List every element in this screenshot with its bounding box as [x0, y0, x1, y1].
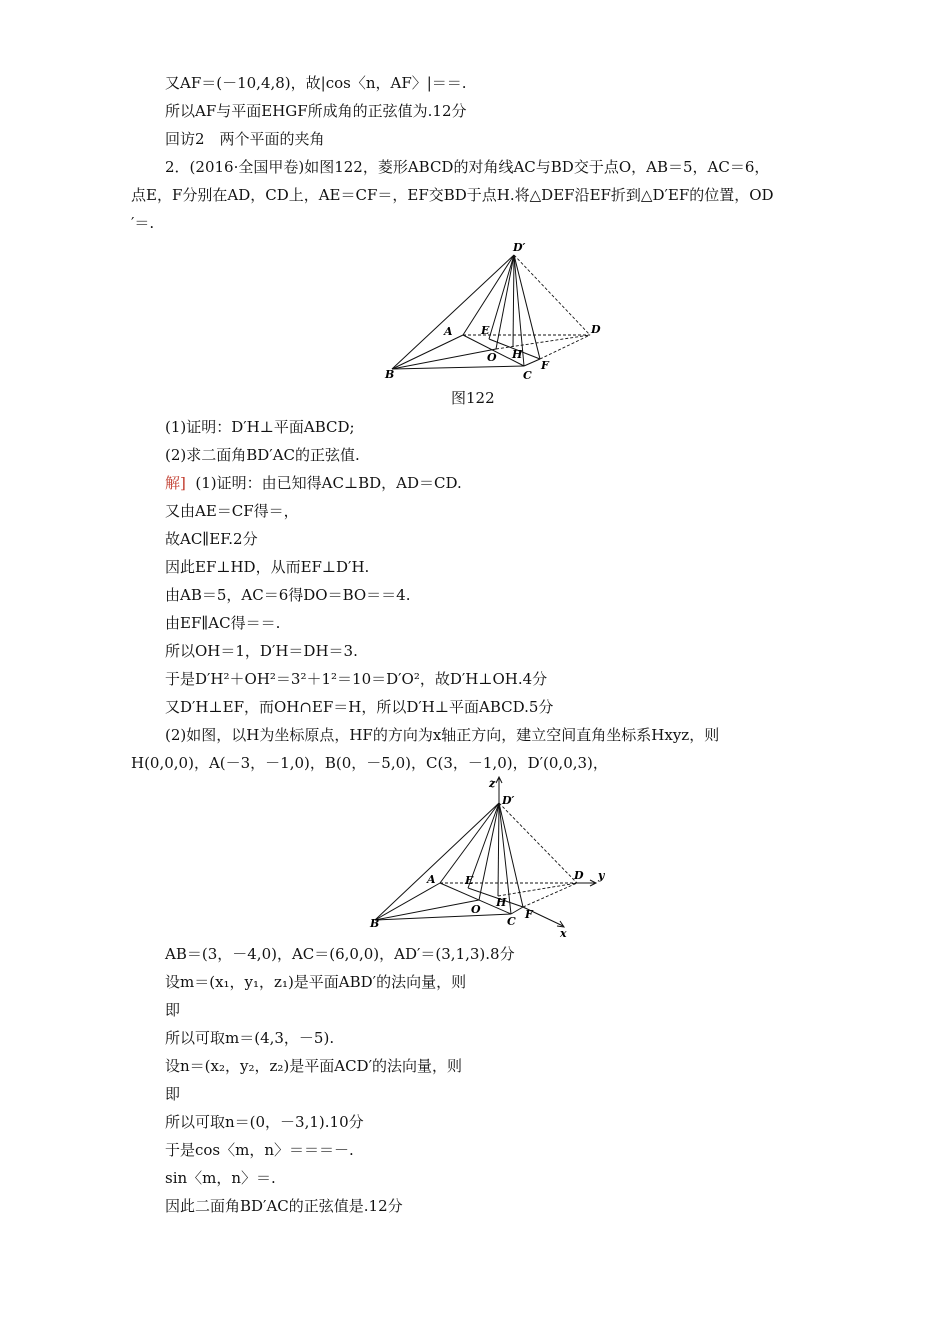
question-part-2: (2)求二面角BD′AC的正弦值.: [165, 446, 360, 464]
edge-DpF: [499, 803, 523, 907]
sin-line: sin〈m，n〉＝.: [165, 1169, 276, 1187]
solution-first-line: (1)证明：由已知得AC⊥BD，AD＝CD.: [195, 474, 462, 492]
edge-BO: [375, 900, 479, 920]
edge-FD-hidden: [540, 335, 590, 359]
edge-DpD-hidden: [514, 255, 590, 335]
edge-HD-hidden: [498, 883, 577, 896]
label-C: C: [523, 369, 532, 382]
edge-CF: [524, 359, 540, 366]
label-H: H: [496, 896, 507, 909]
label-y-axis: y: [598, 869, 605, 882]
proof-line: 故AC∥EF.2分: [165, 530, 258, 548]
edge-DpH: [498, 803, 499, 896]
edge-CF: [511, 907, 523, 914]
proof-line: 由EF∥AC得＝＝.: [165, 614, 281, 632]
label-Dprime: D′: [502, 794, 515, 807]
label-O: O: [487, 351, 497, 364]
text-line: 所以AF与平面EHGF所成角的正弦值为.12分: [165, 102, 467, 120]
question-part-1: (1)证明：D′H⊥平面ABCD;: [165, 418, 355, 436]
label-E: E: [465, 874, 474, 887]
edge-BA: [392, 335, 463, 369]
cos-line: 于是cos〈m，n〉＝＝＝－.: [165, 1141, 354, 1159]
normal-vector-n-line: 设n＝(x₂，y₂，z₂)是平面ACD′的法向量，则: [165, 1057, 462, 1075]
problem-statement-line: 2．(2016·全国甲卷)如图122，菱形ABCD的对角线AC与BD交于点O，AB＝5，AC＝6，: [165, 158, 770, 176]
label-D: D: [574, 869, 584, 882]
label-O: O: [471, 903, 481, 916]
edge-DpD-hidden: [499, 803, 577, 883]
proof-line: 又由AE＝CF得＝，: [165, 502, 299, 520]
label-E: E: [481, 324, 490, 337]
label-x-axis: x: [560, 927, 567, 940]
normal-vector-m-line: 设m＝(x₁，y₁，z₁)是平面ABD′的法向量，则: [165, 973, 467, 991]
proof-line: 由AB＝5，AC＝6得DO＝BO＝＝4.: [165, 586, 411, 604]
label-B: B: [385, 368, 395, 381]
figure-caption: 图122: [451, 389, 495, 407]
edge-FD-hidden: [523, 883, 577, 907]
problem-statement-line: 点E，F分别在AD，CD上，AE＝CF＝，EF交BD于点H.将△DEF沿EF折到△D′EF的位置，OD: [131, 186, 774, 204]
label-C: C: [507, 915, 516, 928]
proof-line: 又D′H⊥EF，而OH∩EF＝H，所以D′H⊥平面ABCD.5分: [165, 698, 554, 716]
label-B: B: [370, 917, 380, 930]
label-D: D: [591, 323, 601, 336]
proof-line: 所以OH＝1，D′H＝DH＝3.: [165, 642, 358, 660]
edge-DpA: [440, 803, 499, 883]
text-line: 即: [165, 1085, 181, 1103]
vector-line: AB＝(3，－4,0)，AC＝(6,0,0)，AD′＝(3,1,3).8分: [165, 945, 515, 963]
proof-line: 于是D′H²＋OH²＝3²＋1²＝10＝D′O²，故D′H⊥OH.4分: [165, 670, 548, 688]
edge-DpE: [489, 255, 514, 339]
proof-line: H(0,0,0)，A(－3，－1,0)，B(0，－5,0)，C(3，－1,0)，D′(0,0,3)，: [131, 754, 608, 772]
label-F: F: [541, 359, 549, 372]
label-F: F: [525, 908, 533, 921]
edge-BO: [392, 349, 496, 369]
solution-tag: 解]: [165, 474, 186, 492]
figure-122-pyramid: [380, 238, 620, 383]
conclusion-line: 因此二面角BD′AC的正弦值是.12分: [165, 1197, 403, 1215]
edge-BA: [375, 883, 440, 920]
problem-statement-line: ′＝.: [131, 214, 155, 232]
edge-DpH: [513, 255, 514, 347]
label-H: H: [512, 348, 523, 361]
label-Dprime: D′: [513, 241, 526, 254]
text-line: 即: [165, 1001, 181, 1019]
figure-coordinate-pyramid: [365, 775, 615, 940]
text-line: 所以可取m＝(4,3，－5).: [165, 1029, 335, 1047]
edge-BC: [392, 366, 524, 369]
proof-line: (2)如图，以H为坐标原点，HF的方向为x轴正方向，建立空间直角坐标系Hxyz，则: [165, 726, 720, 744]
section-heading: 回访2 两个平面的夹角: [165, 130, 325, 148]
edge-DpO: [479, 803, 499, 900]
label-z-axis: z: [489, 777, 496, 790]
text-line: 所以可取n＝(0，－3,1).10分: [165, 1113, 364, 1131]
label-A: A: [444, 325, 453, 338]
proof-line: 因此EF⊥HD，从而EF⊥D′H.: [165, 558, 370, 576]
solution-line: [165, 473, 462, 493]
edge-BC: [375, 914, 511, 920]
label-A: A: [427, 873, 436, 886]
text-line: 又AF＝(－10,4,8)，故|cos〈n，AF〉|＝＝.: [165, 74, 467, 92]
